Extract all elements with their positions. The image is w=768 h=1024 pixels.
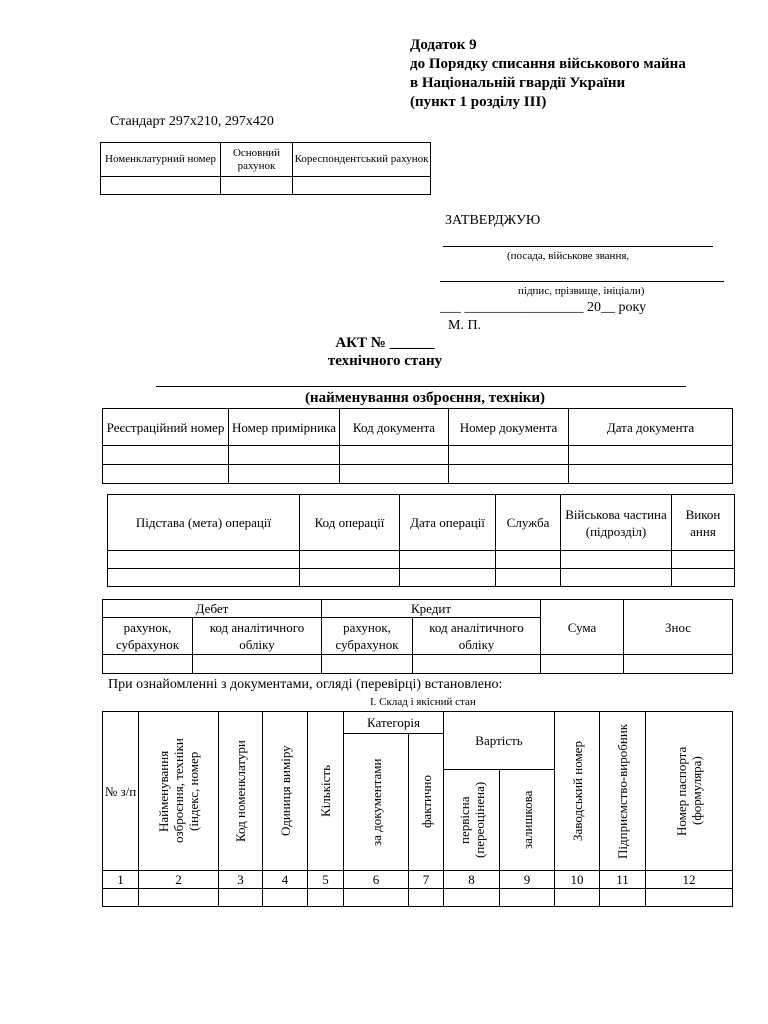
table-cell	[400, 569, 496, 587]
document-table	[102, 408, 733, 484]
unit-header-text: Одиниця виміру	[277, 745, 293, 837]
debit-header: Дебет	[103, 600, 322, 618]
category-header: Категорія	[344, 712, 444, 734]
table-cell	[400, 551, 496, 569]
table-cell	[103, 889, 139, 907]
debit-analytic-code-header: код аналітичного обліку	[193, 618, 322, 655]
table-cell	[409, 889, 444, 907]
column-number: 12	[646, 871, 733, 889]
appendix-guard: в Національній гвардії України	[410, 75, 626, 91]
table-cell	[308, 889, 344, 907]
main-account-header: Основний рахунок	[221, 143, 293, 177]
column-number: 3	[219, 871, 263, 889]
serial-number-header	[555, 712, 600, 871]
category-actual-header-text: фактично	[418, 775, 434, 829]
table-cell	[103, 465, 229, 484]
table-cell	[108, 551, 300, 569]
appendix-procedure: до Порядку списання військового майна	[410, 56, 686, 72]
table-cell	[569, 446, 733, 465]
operation-date-header: Дата операції	[400, 495, 496, 551]
service-header: Служба	[496, 495, 561, 551]
table-cell	[139, 889, 219, 907]
column-number: 10	[555, 871, 600, 889]
table-cell	[229, 446, 340, 465]
document-date-header: Дата документа	[569, 409, 733, 446]
table-cell	[561, 569, 672, 587]
act-title: АКТ № ______	[335, 335, 435, 351]
table-cell	[413, 655, 541, 674]
act-subtitle: технічного стану	[327, 353, 443, 369]
residual-cost-header-text: залишкова	[519, 790, 535, 850]
table-cell	[340, 465, 449, 484]
initial-cost-header-text: первісна (переоцінена)	[456, 781, 487, 859]
table-cell	[344, 889, 409, 907]
table-cell	[600, 889, 646, 907]
table-cell	[449, 446, 569, 465]
stamp-place: М. П.	[448, 318, 482, 333]
table-cell	[496, 551, 561, 569]
credit-analytic-code-header: код аналітичного обліку	[413, 618, 541, 655]
table-cell	[219, 889, 263, 907]
table-cell	[555, 889, 600, 907]
initial-cost-header	[444, 770, 500, 871]
column-number: 9	[500, 871, 555, 889]
table-cell	[300, 569, 400, 587]
table-cell	[300, 551, 400, 569]
column-number: 1	[103, 871, 139, 889]
credit-header: Кредит	[322, 600, 541, 618]
equipment-name-line	[156, 386, 686, 387]
accounting-table	[102, 599, 733, 674]
table-cell	[103, 446, 229, 465]
table-cell	[624, 655, 733, 674]
column-number: 2	[139, 871, 219, 889]
table-cell	[229, 465, 340, 484]
nomenclature-code-header-text: Код номенклатури	[233, 740, 248, 842]
operation-code-header: Код операції	[300, 495, 400, 551]
column-number: 8	[444, 871, 500, 889]
equipment-name-header	[139, 712, 219, 871]
approval-title: ЗАТВЕРДЖУЮ	[445, 213, 541, 228]
signature-caption: підпис, прізвище, ініціали)	[518, 285, 645, 297]
main-account-cell	[221, 177, 293, 195]
document-code-header: Код документа	[340, 409, 449, 446]
operation-basis-header: Підстава (мета) операції	[108, 495, 300, 551]
signature-line	[440, 281, 724, 282]
category-by-docs-header-text: за документами	[368, 758, 384, 846]
passport-number-header	[646, 712, 733, 871]
composition-table	[102, 711, 733, 907]
quantity-header-text: Кількість	[318, 765, 333, 818]
nomenclature-code-header	[219, 712, 263, 871]
manufacturer-header	[600, 712, 646, 871]
nomenclature-number-header: Номенклатурний номер	[101, 143, 221, 177]
residual-cost-header	[500, 770, 555, 871]
registration-number-header: Реєстраційний номер	[103, 409, 229, 446]
table-cell	[569, 465, 733, 484]
wear-header: Знос	[624, 600, 733, 655]
table-cell	[449, 465, 569, 484]
column-number: 5	[308, 871, 344, 889]
appendix-clause: (пункт 1 розділу ІІІ)	[410, 94, 547, 110]
position-line	[443, 246, 713, 247]
table-cell	[500, 889, 555, 907]
table-cell	[193, 655, 322, 674]
quantity-header	[308, 712, 344, 871]
unit-header	[263, 712, 308, 871]
appendix-number: Додаток 9	[410, 37, 477, 53]
correspondent-account-cell	[293, 177, 431, 195]
row-number-header: № з/п	[103, 712, 139, 871]
approval-date: ___ _________________ 20__ року	[440, 300, 647, 315]
category-actual-header	[409, 734, 444, 871]
correspondent-account-header: Кореспондентський рахунок	[293, 143, 431, 177]
military-unit-header: Військова частина (підрозділ)	[561, 495, 672, 551]
table-cell	[646, 889, 733, 907]
table-cell	[263, 889, 308, 907]
table-cell	[672, 551, 735, 569]
column-number: 7	[409, 871, 444, 889]
passport-number-header-text: Номер паспорта (формуляра)	[674, 746, 705, 836]
table-cell	[444, 889, 500, 907]
column-number: 11	[600, 871, 646, 889]
column-number: 6	[344, 871, 409, 889]
cost-header: Вартість	[444, 712, 555, 770]
credit-account-header: рахунок, субрахунок	[322, 618, 413, 655]
equipment-name-header-text: Найменування озброєння, техніки (індекс, номер	[156, 738, 201, 844]
table-cell	[496, 569, 561, 587]
table-cell	[541, 655, 624, 674]
sum-header: Сума	[541, 600, 624, 655]
serial-number-header-text: Заводський номер	[569, 741, 585, 841]
account-table	[100, 142, 431, 195]
table-cell	[672, 569, 735, 587]
position-caption: (посада, військове звання,	[507, 250, 630, 262]
table-cell	[103, 655, 193, 674]
operation-table	[107, 494, 735, 587]
executor-header: Викон ання	[672, 495, 735, 551]
table-cell	[108, 569, 300, 587]
equipment-name-caption: (найменування озброєння, техніки)	[304, 390, 546, 406]
standard-format: Стандарт 297х210, 297х420	[110, 114, 274, 129]
appendix-header	[410, 36, 686, 112]
table-cell	[561, 551, 672, 569]
manufacturer-header-text: Підприємство-виробник	[615, 723, 631, 859]
column-number: 4	[263, 871, 308, 889]
category-by-docs-header	[344, 734, 409, 871]
section-title: I. Склад і якісний стан	[370, 696, 476, 708]
copy-number-header: Номер примірника	[229, 409, 340, 446]
document-number-header: Номер документа	[449, 409, 569, 446]
debit-account-header: рахунок, субрахунок	[103, 618, 193, 655]
nomenclature-number-cell	[101, 177, 221, 195]
table-cell	[322, 655, 413, 674]
statement-text: При ознайомленні з документами, огляді (перевірці) встановлено:	[108, 677, 503, 692]
table-cell	[340, 446, 449, 465]
